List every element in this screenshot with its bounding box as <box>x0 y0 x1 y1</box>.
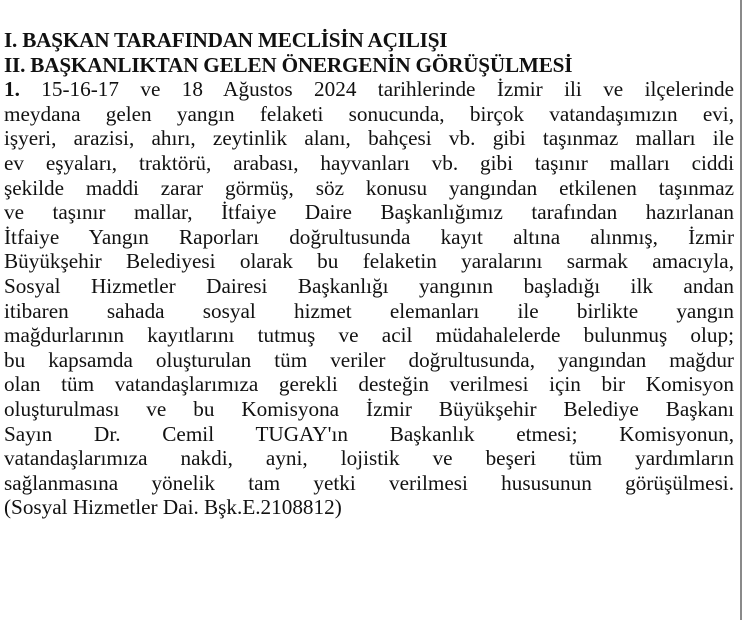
agenda-item-line: oluşturulması ve bu Komisyona İzmir Büyükşehir Belediye Başkanı <box>4 396 734 421</box>
agenda-item-line: ve taşınır mallar, İtfaiye Daire Başkanlığımız tarafından hazırlanan <box>4 200 734 225</box>
agenda-item-line: vatandaşlarımıza nakdi, ayni, lojistik ve beşeri tüm yardımların <box>4 446 734 471</box>
agenda-item-line: mağdurlarının kayıtlarını tutmuş ve acil müdahalelerde bulunmuş olup; <box>4 323 734 348</box>
agenda-item-line: işyeri, arazisi, ahırı, zeytinlik alanı, bahçesi vb. gibi taşınmaz malları ile <box>4 126 734 151</box>
agenda-item-line: sağlanmasına yönelik tam yetki verilmesi hususunun görüşülmesi. <box>4 470 734 495</box>
agenda-item-line: Sosyal Hizmetler Dairesi Başkanlığı yangının başladığı ilk andan <box>4 273 734 298</box>
agenda-item-line: şekilde maddi zarar görmüş, söz konusu yangından etkilenen taşınmaz <box>4 175 734 200</box>
document-page <box>4 28 734 520</box>
agenda-item-line <box>4 77 734 102</box>
agenda-item-reference: (Sosyal Hizmetler Dai. Bşk.E.2108812) <box>4 495 342 520</box>
page-edge-divider <box>740 0 742 620</box>
agenda-item-line: olan tüm vatandaşlarımıza gerekli desteğin verilmesi için bir Komisyon <box>4 372 734 397</box>
agenda-item-line: İtfaiye Yangın Raporları doğrultusunda kayıt altına alınmış, İzmir <box>4 224 734 249</box>
agenda-item-number: 1. <box>4 77 20 102</box>
agenda-item-line: ev eşyaları, traktörü, arabası, hayvanları vb. gibi taşınır malları ciddi <box>4 150 734 175</box>
agenda-item-line: Büyükşehir Belediyesi olarak bu felaketin yaralarını sarmak amacıyla, <box>4 249 734 274</box>
agenda-item-line: bu kapsamda oluşturulan tüm veriler doğrultusunda, yangından mağdur <box>4 347 734 372</box>
agenda-item-line: itibaren sahada sosyal hizmet elemanları ile birlikte yangın <box>4 298 734 323</box>
heading-opening: I. BAŞKAN TARAFINDAN MECLİSİN AÇILIŞI <box>4 28 448 52</box>
heading-motion-discussion: II. BAŞKANLIKTAN GELEN ÖNERGENİN GÖRÜŞÜLMESİ <box>4 52 573 77</box>
agenda-item-line: Sayın Dr. Cemil TUGAY'ın Başkanlık etmesi; Komisyonun, <box>4 421 734 446</box>
agenda-item-text: 15-16-17 ve 18 Ağustos 2024 tarihlerinde İzmir ili ve ilçelerinde <box>19 77 734 102</box>
agenda-item-1 <box>4 77 734 520</box>
agenda-item-line: meydana gelen yangın felaketi sonucunda, birçok vatandaşımızın evi, <box>4 101 734 126</box>
